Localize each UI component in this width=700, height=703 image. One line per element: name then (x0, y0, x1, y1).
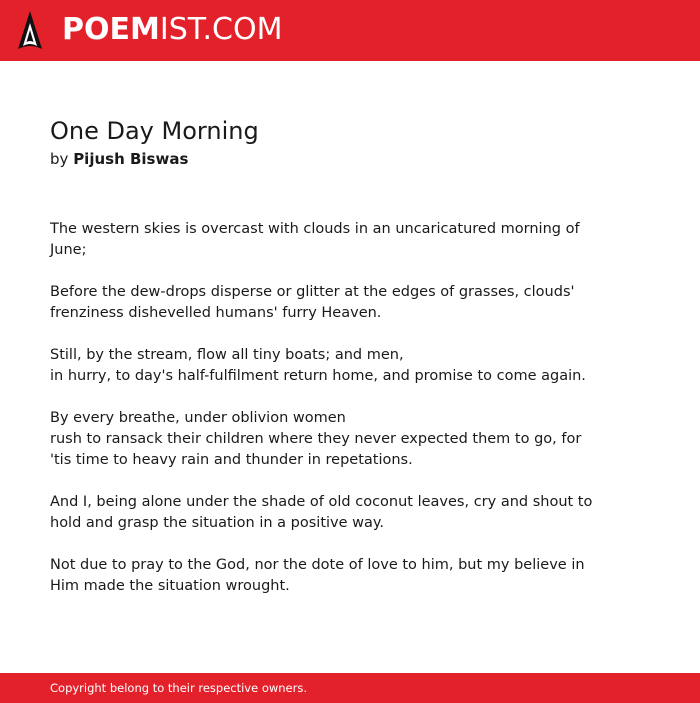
poem-line: 'tis time to heavy rain and thunder in repetations. (50, 452, 413, 468)
poem-stanza (50, 492, 593, 534)
byline-prefix: by (50, 150, 69, 168)
poem-line: rush to ransack their children where they never expected them to go, for (50, 431, 582, 447)
logo-text-light: IST.COM (159, 12, 283, 47)
poem-stanza (50, 345, 586, 387)
poem-line: Before the dew-drops disperse or glitter at the edges of grasses, clouds' (50, 284, 575, 300)
poem-line: frenziness dishevelled humans' furry Heaven. (50, 305, 382, 321)
logo-text-bold: POEM (62, 12, 160, 47)
pencil-tip-icon[interactable] (17, 10, 43, 52)
poem-stanza (50, 555, 585, 597)
poem-title: One Day Morning (50, 117, 259, 145)
site-logo[interactable] (62, 12, 282, 48)
site-header (0, 0, 700, 61)
poem-line: Him made the situation wrought. (50, 578, 290, 594)
poem-line: June; (50, 242, 87, 258)
poem-line: The western skies is overcast with clouds in an uncaricatured morning of (50, 221, 580, 237)
poem-stanza (50, 408, 582, 471)
poem-stanza (50, 282, 575, 324)
site-footer (0, 673, 700, 703)
poem-line: Not due to pray to the God, nor the dote of love to him, but my believe in (50, 557, 585, 573)
poem-body (50, 219, 593, 618)
poem-line: And I, being alone under the shade of old coconut leaves, cry and shout to (50, 494, 593, 510)
poem-byline (50, 149, 188, 169)
poem-author[interactable]: Pijush Biswas (73, 150, 189, 168)
poem-line: Still, by the stream, flow all tiny boats; and men, (50, 347, 404, 363)
poem-line: in hurry, to day's half-fulfilment return home, and promise to come again. (50, 368, 586, 384)
copyright-notice: Copyright belong to their respective owners. (50, 681, 308, 695)
poem-line: hold and grasp the situation in a positive way. (50, 515, 385, 531)
poem-stanza (50, 219, 580, 261)
poem-line: By every breathe, under oblivion women (50, 410, 346, 426)
